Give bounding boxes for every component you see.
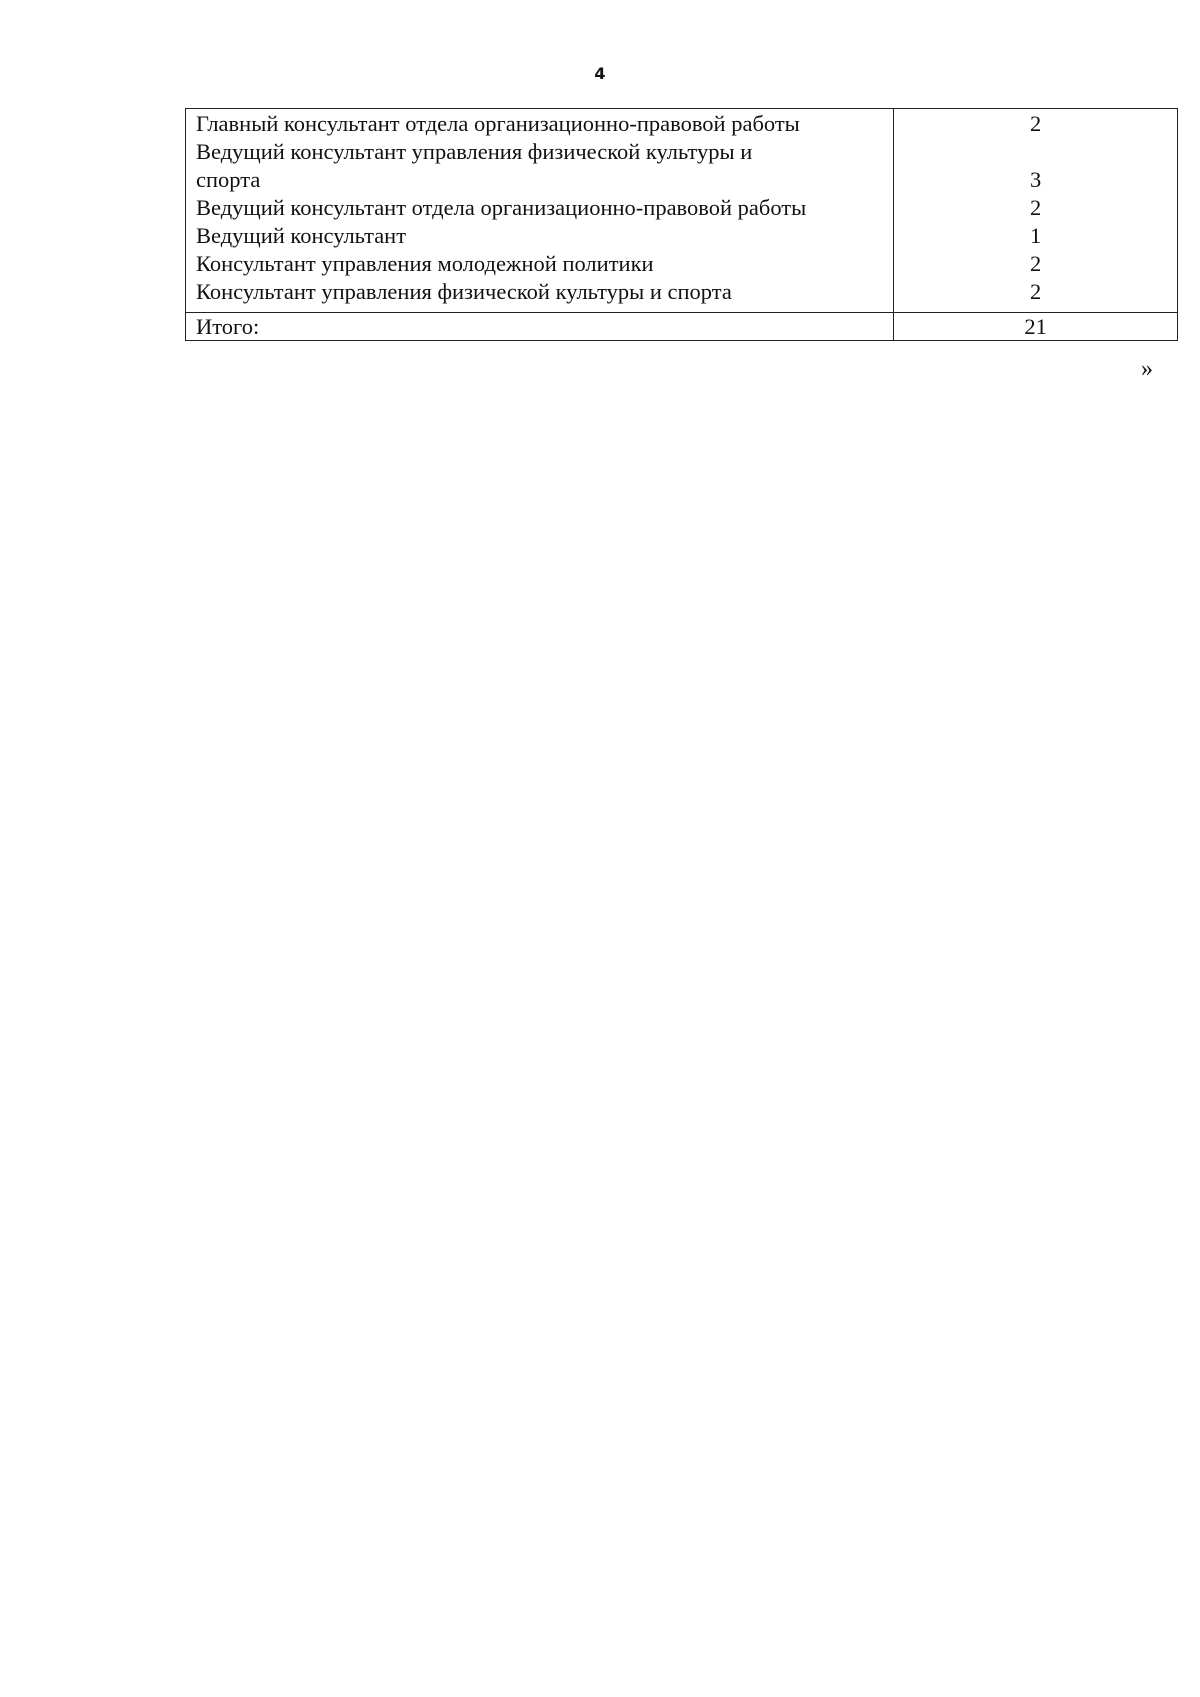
counts-cell bbox=[894, 109, 1178, 313]
position-name: Главный консультант отдела организационно-правовой работы bbox=[196, 111, 800, 136]
table-row-positions bbox=[186, 109, 1178, 313]
position-count: 2 bbox=[1030, 279, 1042, 304]
spacer bbox=[904, 138, 1167, 166]
position-name: Ведущий консультант отдела организационно-правовой работы bbox=[196, 195, 807, 220]
position-count: 2 bbox=[1030, 111, 1042, 136]
position-count: 3 bbox=[1030, 167, 1042, 192]
position-name: Консультант управления физической культуры и спорта bbox=[196, 279, 732, 304]
closing-quote: » bbox=[1141, 356, 1153, 382]
position-name: Ведущий консультант bbox=[196, 223, 407, 248]
total-label: Итого: bbox=[196, 314, 260, 339]
position-count: 2 bbox=[1030, 251, 1042, 276]
position-count: 1 bbox=[1030, 223, 1042, 248]
total-value: 21 bbox=[1024, 314, 1047, 339]
staff-table bbox=[185, 108, 1178, 341]
position-name: Консультант управления молодежной политики bbox=[196, 251, 654, 276]
total-label-cell bbox=[186, 313, 894, 341]
position-name: Ведущий консультант управления физической культуры и bbox=[196, 139, 753, 164]
table-row-total bbox=[186, 313, 1178, 341]
page-number: 4 bbox=[594, 64, 606, 83]
position-count: 2 bbox=[1030, 195, 1042, 220]
position-name-continued: спорта bbox=[196, 167, 261, 192]
total-value-cell bbox=[894, 313, 1178, 341]
positions-cell bbox=[186, 109, 894, 313]
